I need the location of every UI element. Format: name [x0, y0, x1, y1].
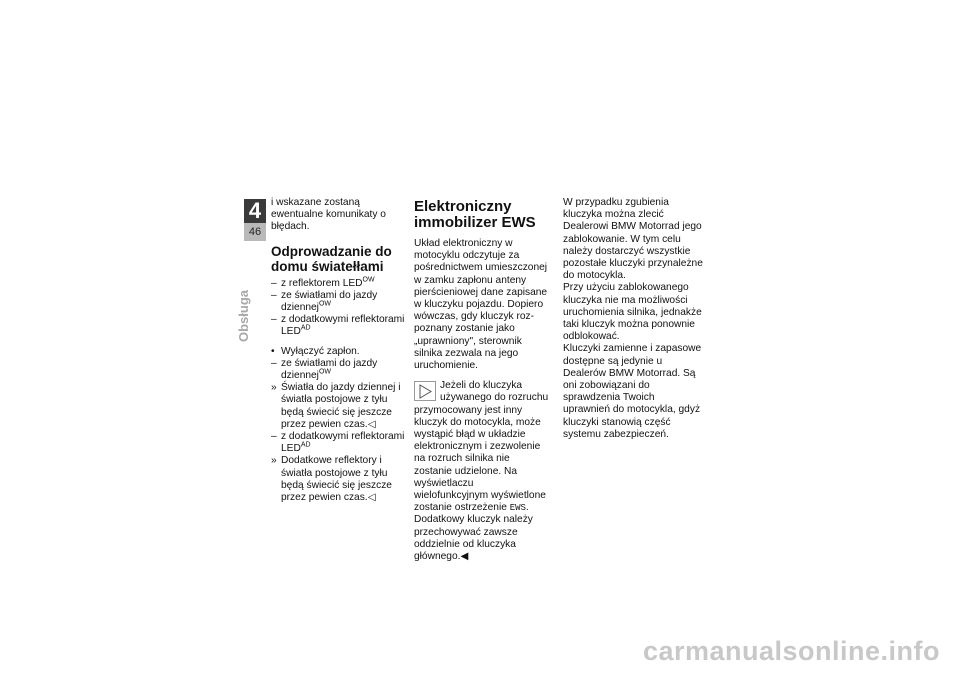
list-item-text: z dodatkowymi reflektorami LED: [281, 314, 405, 338]
variant-code: OW: [318, 368, 332, 376]
spare-key-text: Dodatkowy kluczyk należy przechowywać zawsze oddzielnie od kluczyka głównego.◀: [414, 514, 533, 563]
list-item: [271, 346, 407, 358]
warning-text: Jeżeli do kluczyka używanego do rozruchu przymocowany jest inny kluczyk do motocykla, może wystąpić błąd w układzie elektronicznym i zezwolenie na rozruch silnika nie zostanie udzielone. Na wyświetlaczu wielofunkcyjnym wyświetlone zostanie ostrzeżenie: [414, 380, 549, 514]
list-marker: –: [271, 277, 277, 289]
section-tab: Obsługa: [236, 289, 251, 342]
list-item-text: Światła do jazdy dziennej i światła postojowe z tyłu będą świecić się jeszcze przez pewien czas.◁: [281, 382, 401, 430]
procedure-list: [271, 346, 407, 505]
list-marker: –: [271, 431, 277, 443]
variant-code: OW: [318, 300, 332, 308]
column-left: [271, 197, 407, 504]
variant-list: [271, 278, 407, 339]
ews-description: Układ elektroniczny w motocyklu odczytuje za pośrednictwem umieszczonej w zamku zapłonu anteny pierścieniowej dane zapisane w kluczyku pojazdu. Dopiero wówczas, gdy kluczyk rozpoznany zostanie jako „uprawniony", sterownik silnika zezwala na jego uruchomienie.: [414, 238, 548, 372]
warning-note: [414, 380, 550, 514]
warning-end: .: [525, 502, 529, 514]
page-number: 46: [244, 223, 266, 241]
ews-code: EWS: [509, 503, 526, 514]
list-item-text: z reflektorem LED: [281, 277, 363, 289]
column-right: [563, 197, 703, 441]
heading-home-lights: Odprowadzanie do domu światełłami: [271, 243, 392, 274]
list-item-text: z dodatkowymi reflektorami LED: [281, 431, 405, 455]
warning-triangle-icon: [414, 381, 436, 401]
list-marker: •: [271, 345, 275, 357]
list-item-text: Wyłączyć zapłon.: [281, 345, 360, 357]
lost-key-text: W przypadku zgubienia kluczyka można zlecić Dealerowi BMW Motorrad jego zablokowanie. W tym celu należy dostarczyć wszystkie pozostałe kluczyki przynależne do motocykla.: [563, 197, 703, 282]
chapter-number: 4: [244, 199, 266, 223]
list-item-text: ze światłami do jazdy dziennej: [281, 289, 378, 314]
column-middle: [414, 197, 550, 563]
list-item: [271, 455, 407, 504]
list-item: [271, 358, 407, 382]
list-marker: »: [271, 382, 277, 394]
list-marker: –: [271, 314, 277, 326]
list-item-text: ze światłami do jazdy dziennej: [281, 357, 378, 382]
intro-text: i wskazane zostaną ewentualne komunikaty o błędach.: [271, 197, 386, 233]
list-marker: –: [271, 289, 277, 301]
blocked-key-text: Przy użyciu zablokowanego kluczyka nie ma możliwości uruchomienia silnika, jednakże taki kluczyk można ponownie odblokować.: [563, 282, 702, 343]
list-marker: »: [271, 455, 277, 467]
variant-code: OW: [362, 276, 375, 284]
list-item: [271, 382, 407, 431]
list-marker: –: [271, 357, 277, 369]
variant-code: AD: [300, 325, 311, 333]
variant-code: AD: [300, 441, 311, 449]
list-item-text: Dodatkowe reflektory i światła postojowe z tyłu będą świecić się jeszcze przez pewien czas.◁: [281, 455, 392, 504]
list-item: [271, 314, 407, 338]
list-item: [271, 290, 407, 314]
list-item: [271, 278, 407, 290]
replacement-key-text: Kluczyki zamienne i zapasowe dostępne są jedynie u Dealerów BMW Motorrad. Są oni zobowiązani do sprawdzenia Twoich uprawnień do motocykla, gdyż kluczyki stanowią część systemu zabezpieczeń.: [563, 343, 702, 440]
list-item: [271, 431, 407, 455]
watermark: carmanualsonline.info: [642, 636, 940, 666]
heading-ews: Elektroniczny immobilizer EWS: [414, 198, 536, 231]
